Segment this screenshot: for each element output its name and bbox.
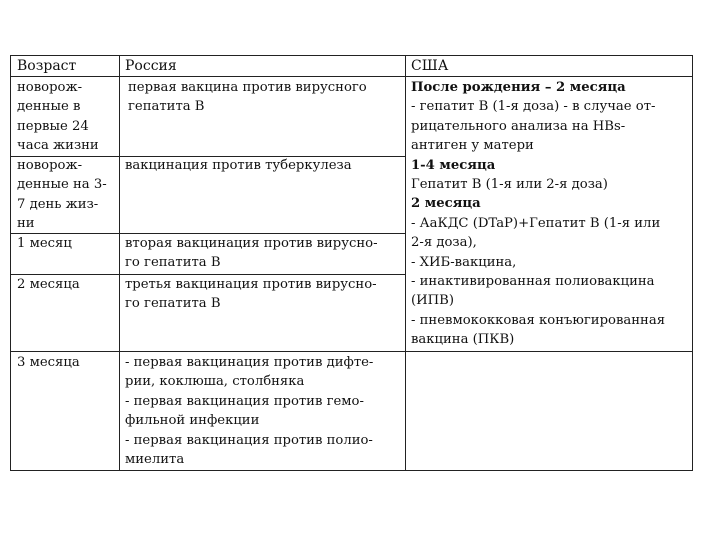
usa-heading-1-4-months: 1-4 месяца [411,157,496,173]
header-usa: США [411,58,449,74]
usa-schedule: После рождения – 2 месяца - гепатит В (1-я доза) - в случае от- рицательного анализа на HBs- антиген у матери 1-4 месяца Гепатит В (1-я или 2-я доза) 2 месяца - АаКДС (DTaP)+Гепатит В (1-я или 2-я доза), - ХИБ-вакцина, - инактивированная полиовакцина (ИПВ) - пневмококковая конъюгированная вакцина (ПКВ) [411,80,666,348]
row-5-russia: - первая вакцинация против дифте- рии, коклюша, столбняка - первая вакцинация против гемо- фильной инфекции - первая вакцинация против полио- миелита [125,355,374,468]
row-1-age: новорож- денные в первые 24 часа жизни [17,80,99,154]
row-divider-4 [11,351,405,352]
header-age: Возраст [17,58,77,74]
row-5-age: 3 месяца [17,355,80,370]
row-3-age: 1 месяц [17,236,72,251]
row-4-age: 2 месяца [17,277,80,292]
row-3-russia: вторая вакцинация против вирусно- го гепатита В [125,236,378,271]
column-divider-2 [405,56,406,470]
usa-divider [405,351,692,352]
vaccination-schedule-table [10,55,693,471]
row-1-russia: первая вакцина против вирусного гепатита В [128,80,367,115]
row-2-age: новорож- денные на 3- 7 день жиз- ни [17,158,107,232]
column-divider-1 [119,56,120,470]
header-divider [11,76,692,77]
header-russia: Россия [125,58,177,74]
row-2-russia: вакцинация против туберкулеза [125,158,352,173]
row-4-russia: третья вакцинация против вирусно- го гепатита В [125,277,377,312]
usa-heading-2-months: 2 месяца [411,196,481,212]
usa-heading-birth: После рождения – 2 месяца [411,80,626,95]
